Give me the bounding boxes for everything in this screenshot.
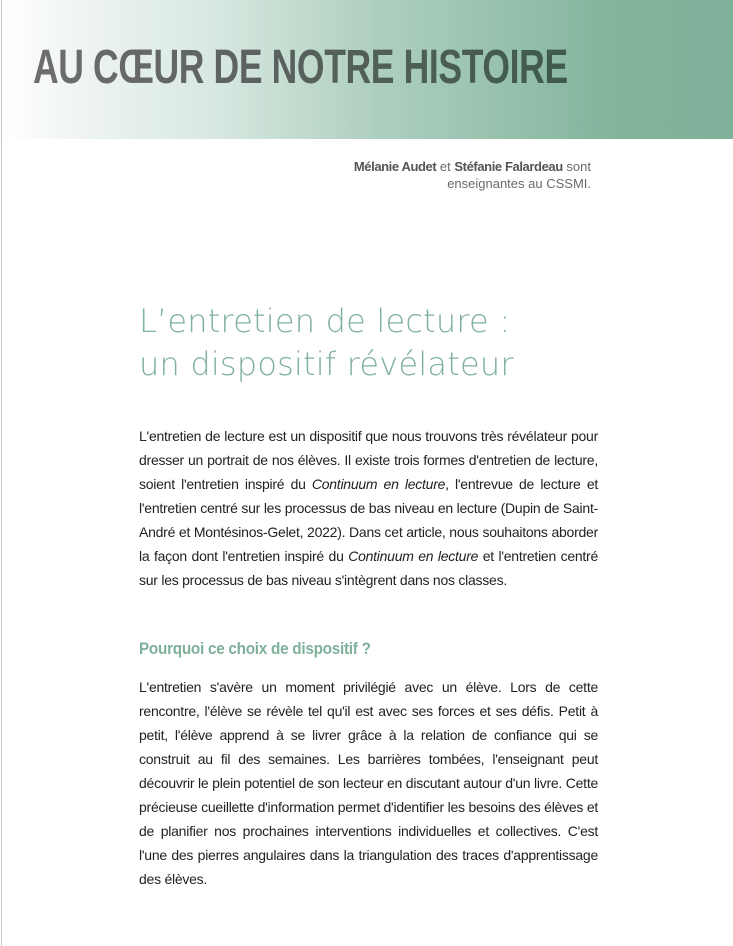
author-name: Stéfanie Falardeau bbox=[454, 159, 563, 174]
page-edge-divider bbox=[1, 0, 2, 946]
author-name: Mélanie Audet bbox=[353, 159, 437, 174]
article-title-line: L’entretien de lecture : bbox=[139, 302, 511, 340]
intro-text: L'entretien de lecture est un dispositif que nous trouvons très révélateur pour dresser un portrait de nos élèves. Il existe trois formes d'entretien de lecture, soient l'entretien inspiré du bbox=[139, 428, 598, 492]
section-paragraph: L'entretien s'avère un moment privilégié avec un élève. Lors de cette rencontre, l'élève se révèle tel qu'il est avec ses forces et ses défis. Petit à petit, l'élève apprend à se livrer grâce à la relation de confiance qui se construit au fil des semaines. Les barrières tombées, l'enseignant peut découvrir le plein potentiel de son lecteur en discutant autour d'un livre. Cette précieuse cueillette d'information permet d'identifier les besoins des élèves et de planifier nos prochaines interventions individuelles et collectives. C'est l'une des pierres angulaires dans la triangulation des traces d'apprentissage des élèves. bbox=[139, 679, 598, 887]
author-credit-line-1 bbox=[354, 158, 591, 175]
section-heading: Pourquoi ce choix de dispositif ? bbox=[139, 639, 371, 658]
article-title-line: un dispositif révélateur bbox=[139, 345, 514, 383]
author-credit bbox=[354, 158, 591, 192]
section-banner bbox=[2, 0, 733, 139]
book-title-italic: Continuum en lecture bbox=[311, 476, 446, 492]
article-title bbox=[139, 300, 514, 386]
author-role-text: enseignantes au CSSMI. bbox=[447, 176, 591, 191]
book-title-italic: Continuum en lecture bbox=[348, 548, 479, 564]
intro-paragraph bbox=[139, 424, 598, 592]
intro-text: , l'entrevue de lecture et l'entretien centré sur les processus de bas niveau en lecture (Dupin de Saint-André et Montésinos-Gelet, 2022). Dans cet article, nous souhaitons aborder la façon dont l'entretien inspiré du bbox=[139, 476, 598, 564]
intro-text: et l'entretien centré sur les processus de bas niveau s'intègrent dans nos classes. bbox=[139, 548, 598, 588]
author-conjunction: et bbox=[439, 159, 451, 174]
section-title: AU CŒUR DE NOTRE HISTOIRE bbox=[33, 38, 568, 98]
author-role-text: sont bbox=[566, 159, 591, 174]
